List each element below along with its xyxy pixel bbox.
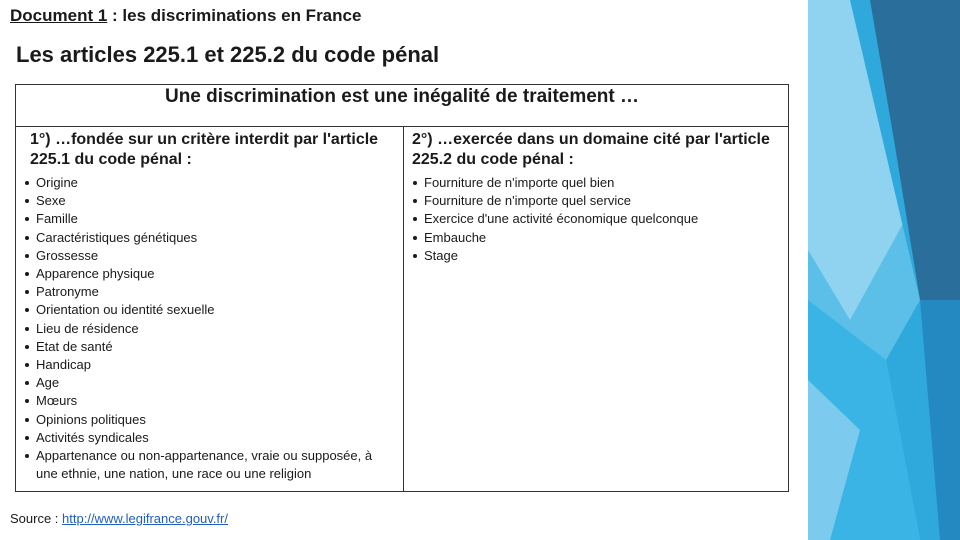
- page-heading: Les articles 225.1 et 225.2 du code pénal: [16, 42, 440, 67]
- document-label-suffix: : les discriminations en France: [107, 6, 362, 25]
- list-item: Caractéristiques génétiques: [24, 229, 397, 247]
- source-link[interactable]: http://www.legifrance.gouv.fr/: [62, 511, 228, 526]
- list-item: Apparence physique: [24, 265, 397, 283]
- list-item: Mœurs: [24, 392, 397, 410]
- list-item: Origine: [24, 174, 397, 192]
- document-title: [10, 6, 361, 26]
- list-item: Stage: [412, 247, 782, 265]
- source-label: Source :: [10, 511, 63, 526]
- list-item: Lieu de résidence: [24, 320, 397, 338]
- list-item: Fourniture de n'importe quel bien: [412, 174, 782, 192]
- list-item: Embauche: [412, 229, 782, 247]
- list-item: Patronyme: [24, 283, 397, 301]
- list-item: Orientation ou identité sexuelle: [24, 301, 397, 319]
- document-label: Document 1: [10, 6, 108, 25]
- decorative-side-panel: [790, 0, 960, 540]
- list-item: Grossesse: [24, 247, 397, 265]
- list-item: Opinions politiques: [24, 411, 397, 429]
- domains-column: [404, 127, 788, 491]
- list-item: Sexe: [24, 192, 397, 210]
- list-item: Fourniture de n'importe quel service: [412, 192, 782, 210]
- domains-column-title: 2°) …exercée dans un domaine cité par l'article 225.2 du code pénal :: [412, 131, 770, 168]
- criteria-list: [24, 174, 397, 483]
- criteria-column-title: 1°) …fondée sur un critère interdit par l'article 225.1 du code pénal :: [30, 131, 379, 168]
- source-line: [10, 511, 228, 526]
- list-item: Famille: [24, 210, 397, 228]
- domains-list: [412, 174, 782, 265]
- list-item: Appartenance ou non-appartenance, vraie ou supposée, à une ethnie, une nation, une race ou une religion: [24, 447, 397, 483]
- list-item: Exercice d'une activité économique quelconque: [412, 210, 782, 228]
- criteria-column: [16, 127, 404, 491]
- discrimination-table: [15, 84, 789, 492]
- list-item: Age: [24, 374, 397, 392]
- list-item: Handicap: [24, 356, 397, 374]
- list-item: Activités syndicales: [24, 429, 397, 447]
- list-item: Etat de santé: [24, 338, 397, 356]
- table-header: Une discrimination est une inégalité de traitement …: [16, 85, 788, 127]
